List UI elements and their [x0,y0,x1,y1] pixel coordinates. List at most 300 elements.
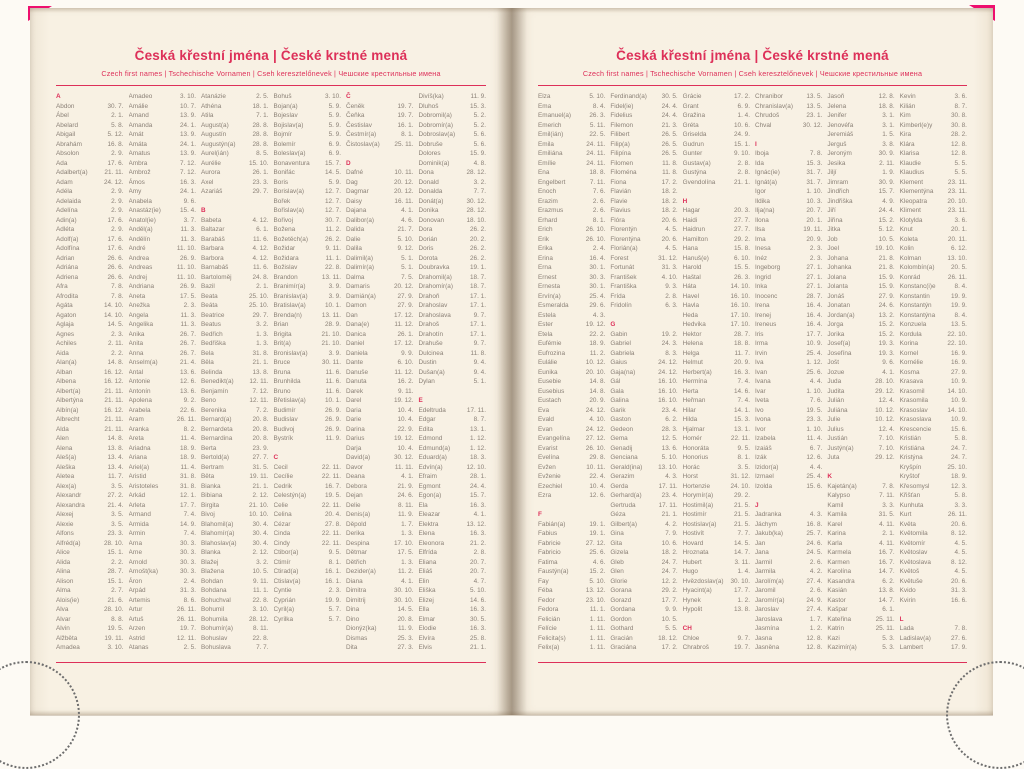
name-day-date: 20. 5. [950,264,967,271]
first-name: Jasna [754,634,773,642]
name-day-date: 14. 7. [733,549,750,556]
name-entry [755,149,822,159]
first-name: Gerazim [610,473,635,480]
first-name: Hagar [682,207,701,214]
first-name: Kolombín(a) [899,264,935,271]
name-day-date: 25. 4. [806,349,823,357]
name-day-date: 5. 10. [589,93,606,100]
name-day-date: 5. 9. [328,178,341,186]
first-name: Helga [682,349,700,357]
name-day-date: 30. 10. [393,587,414,594]
first-name: Cindy [273,539,290,547]
name-entry [346,178,414,188]
first-name: Fedora [538,606,559,613]
first-name: Gleb [610,558,624,566]
name-day-date: 4. 5. [954,549,967,556]
first-name: Jerguš [827,140,847,148]
first-name: Gracián [610,634,633,642]
name-entry [201,596,269,606]
name-entry [755,529,822,539]
first-name: Ireneus [754,321,777,328]
first-name: Ilsa [754,226,765,233]
name-day-date: 7. 8. [809,150,823,157]
name-entry [56,282,124,292]
first-name: Fatima [538,558,558,566]
first-name: Lambert [899,644,924,651]
first-name: Genadij [610,444,633,452]
letter-header: D [346,159,351,167]
name-day-date: 21. 4. [180,359,196,366]
name-day-date: 25. 3. [397,634,414,642]
first-name: Jolanta [827,283,848,290]
name-entry [683,510,750,520]
name-day-date: 5. 10. [397,235,414,243]
name-entry [827,216,894,226]
name-entry [683,406,750,416]
first-name: Eunika [538,368,558,376]
name-entry [129,377,197,387]
name-entry [201,92,269,102]
first-name: Filipína [610,150,631,157]
first-name: Dětřich [346,558,367,566]
name-day-date: 21. 5. [733,511,750,518]
name-entry [129,263,197,273]
name-day-date: 15. 9. [878,273,895,281]
first-name: Karla [827,539,843,547]
name-day-date: 18. 9. [180,444,196,452]
name-entry [683,529,750,539]
name-day-date: 22. 8. [325,264,341,271]
name-entry [538,111,605,121]
name-entry [900,596,967,606]
name-entry [346,643,414,653]
name-day-date: 10. 4. [397,444,414,452]
name-entry [538,548,605,558]
name-day-date: 14. 10. [947,387,967,395]
name-entry [346,130,414,140]
name-day-date: 7. 4. [737,378,750,385]
name-entry [610,596,677,606]
name-day-date: 21. 9. [397,482,414,490]
first-name: Adelaida [56,197,81,205]
first-name: Amáta [128,140,147,148]
name-day-date: 19. 3. [878,349,895,357]
name-day-date: 26. 5. [661,131,678,138]
name-entry [274,567,342,577]
first-name: Gordon [610,615,632,623]
name-day-date: 16. 3. [733,368,750,376]
first-name: Krasoslava [899,416,932,423]
first-name: Brandon [273,273,298,281]
name-day-date: 8. 4. [954,283,967,290]
name-entry [201,140,269,150]
first-name: Aranka [128,425,149,433]
first-name: Haštal [682,273,701,281]
name-entry [274,596,342,606]
name-day-date: 13. 2. [878,311,895,319]
first-name: Grácie [682,93,702,100]
name-entry [900,358,967,368]
first-name: Jorika [827,330,845,338]
name-entry [201,225,269,235]
name-day-date: 21. 5. [733,520,750,528]
name-entry [56,520,124,530]
name-entry [274,586,342,596]
first-name: Dafné [346,169,364,176]
name-day-date: 4. 12. [252,245,269,252]
name-entry [56,377,124,387]
name-entry [346,520,414,530]
name-entry [827,130,894,140]
name-entry [610,415,677,425]
first-name: Alison [56,577,74,585]
name-day-date: 3. 2. [256,558,269,566]
name-entry [419,558,487,568]
name-day-date: 8. 11. [397,501,414,509]
name-entry [419,643,487,653]
name-day-date: 3. 6. [954,216,967,224]
name-day-date: 20. 12. [393,178,414,186]
name-day-date: 7. 6. [809,397,823,404]
name-entry [538,178,605,188]
first-name: Ctibor(a) [273,549,299,556]
first-name: Gudrun [682,140,704,148]
name-entry [755,586,822,596]
name-entry [827,197,894,207]
name-entry [827,254,894,264]
name-day-date: 16. 6. [950,596,967,604]
first-name: Bohuchval [201,596,231,604]
first-name: Arpád [128,587,146,594]
first-name: Albert(a) [56,387,81,395]
first-name: Axel [201,178,214,186]
first-name: Adrian [56,254,75,262]
first-name: Gunter [682,150,703,157]
name-day-date: 3. 9. [328,292,341,300]
name-day-date: 30. 1. [589,264,606,271]
first-name: Drahoň [418,292,440,300]
name-day-date: 21. 6. [107,596,124,604]
name-entry [827,567,894,577]
name-day-date: 25. 11. [875,615,895,623]
name-entry [129,529,197,539]
name-day-date: 12. 11. [176,634,196,642]
name-day-date: 10. 4. [589,482,606,490]
name-day-date: 2. 1. [111,112,124,119]
name-day-date: 2. 3. [328,587,341,594]
name-day-date: 24. 4. [661,102,678,110]
name-entry [56,244,124,254]
first-name: Bohuslav [201,634,228,642]
name-entry [538,130,605,140]
name-day-date: 14. 5. [397,606,414,613]
name-entry [683,140,750,150]
name-entry [900,558,967,568]
name-entry [610,472,677,482]
first-name: Beata [201,292,218,300]
first-name: Horst [682,473,698,480]
name-day-date: 11. 8. [662,169,678,176]
name-entry [419,415,487,425]
first-name: Edita [418,425,434,433]
name-day-date: 30. 1. [589,283,606,290]
name-day-date: 12. 8. [950,140,967,148]
name-entry [201,510,269,520]
name-day-date: 14. 9. [180,520,196,528]
name-entry [274,273,342,283]
first-name: Albín(a) [56,406,79,414]
name-entry [346,434,414,444]
name-day-date: 8. 12. [950,558,967,566]
name-day-date: 11. 8. [470,349,486,357]
first-name: Dezider(a) [346,568,376,575]
name-day-date: 26. 2. [470,245,486,252]
first-name: Erazim [538,197,558,205]
first-name: Adriána [56,264,79,271]
name-entry [610,330,677,340]
first-name: Albertýna [56,397,83,404]
name-day-date: 31. 3. [180,587,196,594]
name-entry [610,187,677,197]
name-day-date: 5. 9. [328,102,341,110]
first-name: Hvězdoslav(a) [682,577,724,585]
first-name: Agáta [56,302,73,309]
name-day-date: 27. 1. [806,273,823,281]
name-entry [201,159,269,169]
name-entry [827,282,894,292]
name-entry [274,396,342,406]
name-entry [346,396,414,406]
name-entry [201,339,269,349]
name-entry [346,206,414,216]
name-day-date: 3. 3. [954,501,967,509]
name-entry [201,472,269,482]
first-name: Drahoslav [418,302,448,309]
name-day-date: 26. 6. [107,273,124,281]
name-day-date: 17. 5. [397,549,414,556]
name-day-date: 6. 1. [256,226,269,233]
first-name: Kolman [899,254,922,262]
name-entry [201,558,269,568]
first-name: Ilona [754,216,769,224]
name-day-date: 19. 9. [325,596,341,604]
name-entry [755,349,822,359]
first-name: Hostimil(a) [682,501,714,509]
name-entry [274,577,342,587]
name-entry [129,624,197,634]
name-entry [56,130,124,140]
name-day-date: 27. 2. [107,492,124,499]
first-name: Hjalmar [682,425,705,433]
name-day-date: 27. 9. [950,368,967,376]
first-name: Jan [754,539,766,547]
first-name: Denis(a) [346,511,371,518]
first-name: Irma [754,340,768,347]
name-entry [56,339,124,349]
name-entry [419,254,487,264]
name-day-date: 4. 1. [401,207,414,214]
name-entry [827,558,894,568]
name-entry [610,159,677,169]
first-name: Flavián [610,188,631,195]
first-name: Davor [346,463,364,471]
name-entry [129,387,197,397]
name-day-date: 16. 11. [394,197,414,205]
first-name: Gertruda [610,501,636,509]
name-day-date: 26. 7. [180,340,196,347]
name-day-date: 18. 8. [733,340,750,347]
first-name: Jindřich [827,188,850,195]
name-day-date: 27. 9. [397,302,414,309]
name-day-date: 30. 8. [950,121,967,129]
name-entry [755,168,822,178]
name-entry [610,529,677,539]
name-entry [346,558,414,568]
name-day-date: 7. 4. [737,397,750,404]
first-name: Andrej [128,273,147,281]
first-name: Evan [538,425,553,433]
name-day-date: 10. 4. [397,406,414,414]
first-name: Gréta [682,121,699,129]
name-day-date: 4. 1. [401,577,414,585]
first-name: Arkád [128,492,146,499]
name-entry [201,577,269,587]
first-name: Gorana [610,587,632,594]
first-name: Bertram [201,463,224,471]
first-name: Dorián [418,235,438,243]
name-day-date: 11. 7. [734,349,750,357]
first-name: Anita [128,340,144,347]
name-day-date: 13. 10. [947,254,967,262]
name-day-date: 24. 1. [180,140,196,148]
name-column [129,92,197,653]
name-entry [129,244,197,254]
name-entry [346,586,414,596]
name-day-date: 15. 3. [806,159,823,167]
name-day-date: 5. 11. [589,121,606,129]
name-day-date: 2. 12. [252,549,269,556]
first-name: Ezra [538,492,552,499]
first-name: Blahoslav(a) [201,539,237,547]
name-day-date: 8. 1. [328,558,341,566]
first-name: Dustin [418,359,437,366]
name-entry [419,263,487,273]
name-entry [900,472,967,482]
first-name: Ingrid [754,273,771,281]
name-entry [129,216,197,226]
name-day-date: 27. 9. [397,292,414,300]
name-entry [827,406,894,416]
name-day-date: 6. 1. [882,606,895,613]
name-day-date: 12. 7. [325,188,341,195]
name-day-date: 31. 8. [180,473,196,480]
name-day-date: 24. 12. [585,406,606,414]
name-entry [683,178,750,188]
first-name: Grant [682,102,699,110]
name-day-date: 28. 7. [733,330,750,338]
name-entry [827,596,894,606]
name-day-date: 13. 8. [733,606,750,613]
name-day-date: 24. 4. [470,482,486,490]
name-entry [683,491,750,501]
first-name: Alfréd(a) [56,539,81,547]
first-name: Bořivoj [273,216,294,224]
name-entry [610,643,677,653]
name-day-date: 14. 10. [730,283,750,290]
first-name: Jáchym [754,520,778,528]
first-name: Ctimír [273,558,291,566]
name-entry [610,254,677,264]
first-name: Anika [128,330,145,338]
name-day-date: 11. 9. [325,435,341,442]
first-name: Kvirin [899,596,916,604]
name-day-date: 5. 2. [473,121,486,129]
name-day-date: 6. 3. [665,302,678,309]
page-subtitle: Czech first names | Tschechische Vornamen | Cseh keresztelőnevek | Чешские крестильные имена [582,69,923,78]
first-name: Engelbert [538,178,566,186]
name-entry [900,197,967,207]
first-name: Dalie [346,235,361,243]
first-name: Fidelius [610,112,633,119]
first-name: Ildika [754,197,770,205]
first-name: Gothard [610,625,634,632]
first-name: Hilar [682,406,696,414]
first-name: Bonifác [273,169,295,176]
first-name: Amy [128,188,142,195]
name-day-date: 15. 7. [470,492,486,499]
first-name: Květoš [899,568,920,575]
first-name: Gizela [610,549,629,556]
first-name: Bolemír [273,140,296,148]
first-name: Inocenc [754,292,778,300]
name-day-date: 30. 3. [589,273,606,281]
first-name: Julius [827,425,844,433]
first-name: Damián(a) [346,292,376,300]
name-entry [610,434,677,444]
first-name: Bibiana [201,492,223,499]
name-day-date: 8. 12. [950,530,967,537]
name-day-date: 10. 11. [394,169,414,176]
first-name: Běta [201,473,215,480]
first-name: Jozue [827,368,845,376]
name-entry [129,320,197,330]
name-day-date: 16. 2. [397,378,414,385]
name-entry [201,102,269,112]
name-day-date: 30. 3. [180,558,196,566]
name-entry [129,434,197,444]
first-name: Alida [56,558,71,566]
name-day-date: 26. 9. [180,254,196,262]
first-name: Emerich [538,121,562,129]
name-entry [683,567,750,577]
first-name: Kajetán(a) [827,482,857,490]
name-entry [610,149,677,159]
first-name: Igor [754,188,766,195]
first-name: Bianka [201,482,221,490]
name-day-date: 13. 9. [180,150,196,157]
name-day-date: 22. 11. [321,501,341,509]
name-entry [201,548,269,558]
first-name: Gordana [610,606,636,613]
name-entry [346,282,414,292]
first-name: Faustýn(a) [538,568,569,575]
name-day-date: 4. 11. [879,520,895,528]
name-day-date: 11. 3. [180,226,196,233]
name-day-date: 21. 11. [104,169,124,176]
name-day-date: 31. 12. [658,254,678,262]
name-entry [827,244,894,254]
name-entry [274,539,342,549]
